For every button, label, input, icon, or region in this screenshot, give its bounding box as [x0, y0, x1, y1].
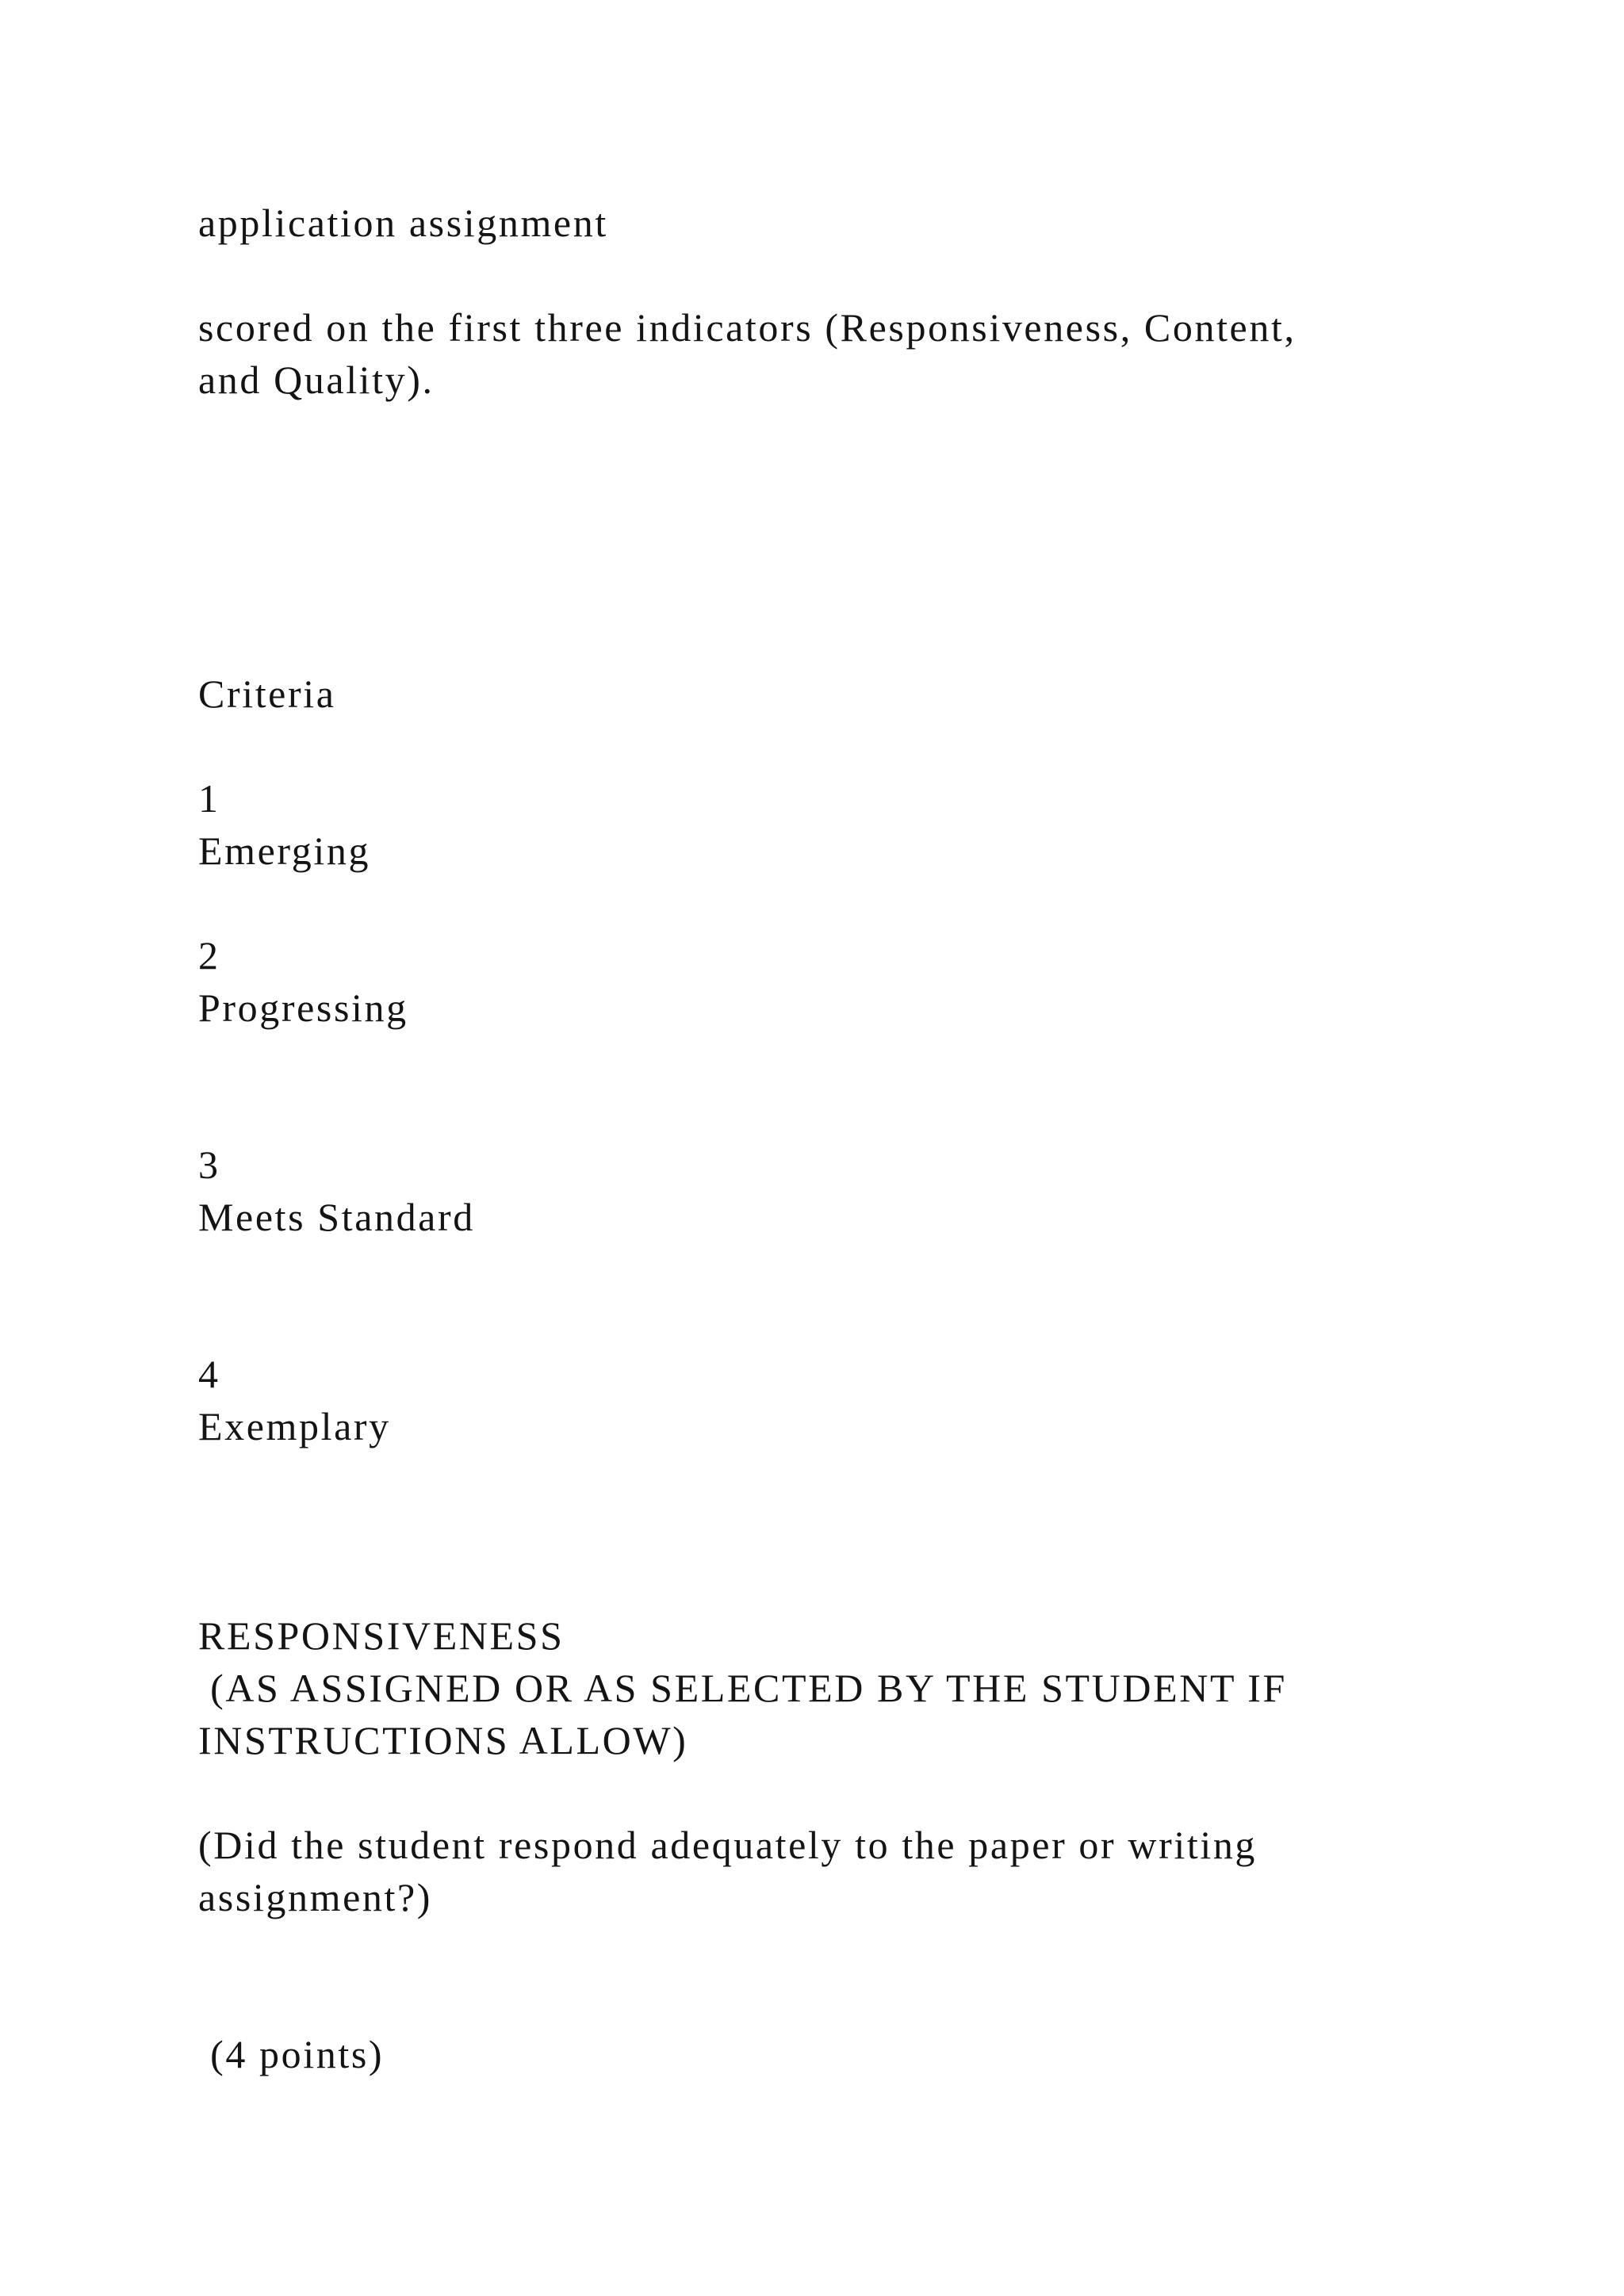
document-heading: application assignment — [198, 201, 608, 245]
scoring-note-line-1: scored on the first three indicators (Responsiveness, Content, — [198, 305, 1297, 350]
level-2-score: 2 — [198, 933, 220, 978]
level-1-label: Emerging — [198, 828, 371, 873]
criterion-question-line-1: (Did the student respond adequately to the paper or writing — [198, 1823, 1258, 1867]
criterion-title: RESPONSIVENESS — [198, 1613, 565, 1658]
criteria-label: Criteria — [198, 672, 336, 716]
level-3-score: 3 — [198, 1142, 220, 1187]
level-4-label: Exemplary — [198, 1404, 391, 1448]
criterion-points: (4 points) — [198, 2032, 385, 2076]
scoring-note-line-2: and Quality). — [198, 358, 435, 402]
level-2-label: Progressing — [198, 985, 408, 1030]
criterion-subtitle-line-1: (AS ASSIGNED OR AS SELECTED BY THE STUDENT IF — [198, 1666, 1287, 1710]
level-1-score: 1 — [198, 776, 220, 821]
level-3-label: Meets Standard — [198, 1195, 475, 1239]
criterion-question-line-2: assignment?) — [198, 1875, 433, 1919]
criterion-subtitle-line-2: INSTRUCTIONS ALLOW) — [198, 1718, 688, 1762]
level-4-score: 4 — [198, 1352, 220, 1396]
